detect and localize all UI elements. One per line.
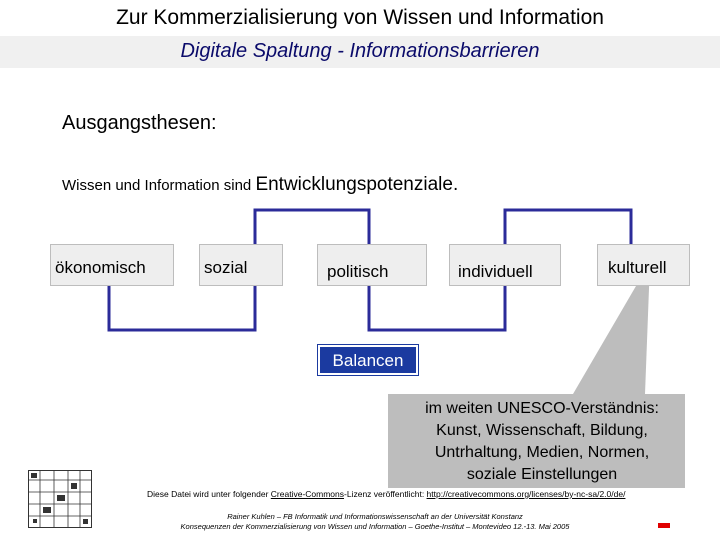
dimension-box-politisch: politisch bbox=[317, 244, 427, 286]
dimension-box-sozial: sozial bbox=[199, 244, 283, 286]
bottom-bracket-left bbox=[109, 286, 255, 330]
statement-prefix: Wissen und Information sind bbox=[62, 177, 256, 194]
top-bracket-left bbox=[255, 210, 369, 244]
callout-line: im weiten UNESCO-Verständnis: bbox=[425, 400, 659, 417]
callout-line: soziale Einstellungen bbox=[466, 466, 618, 483]
statement-suffix: . bbox=[452, 174, 459, 195]
dimension-box-kulturell: kulturell bbox=[597, 244, 690, 286]
slide-subtitle: Digitale Spaltung - Informationsbarrieren bbox=[180, 40, 540, 62]
event-line: Konsequenzen der Kommerzialisierung von Wissen und Information – Goethe-Institut – Montevideo 12.-13. Mai 2005 bbox=[180, 522, 570, 531]
callout-line: Kunst, Wissenschaft, Bildung, bbox=[436, 422, 648, 439]
author-line: Rainer Kuhlen – FB Informatik und Informationswissenschaft an der Universität Konstanz bbox=[227, 512, 523, 521]
unesco-callout-text bbox=[404, 398, 680, 486]
dimension-box-individuell: individuell bbox=[449, 244, 561, 286]
dimension-box-oekonomisch: ökonomisch bbox=[50, 244, 174, 286]
license-prefix: Diese Datei wird unter folgender bbox=[147, 489, 271, 499]
university-logo-icon bbox=[28, 470, 92, 528]
heading-colon: : bbox=[211, 112, 217, 134]
license-middle: -Lizenz veröffentlicht: bbox=[344, 489, 427, 499]
balance-label: Balancen bbox=[318, 345, 418, 375]
license-link[interactable]: Creative-Commons bbox=[270, 489, 345, 499]
heading-text: Ausgangsthesen bbox=[62, 112, 212, 134]
license-note bbox=[147, 489, 625, 500]
statement-emphasis: Entwicklungspotenziale bbox=[255, 174, 453, 195]
bottom-bracket-right bbox=[369, 286, 505, 330]
license-url[interactable]: http://creativecommons.org/licenses/by-nc-sa/2.0/de/ bbox=[426, 489, 626, 499]
slide-title: Zur Kommerzialisierung von Wissen und Information bbox=[116, 6, 604, 29]
red-marker bbox=[658, 523, 670, 528]
callout-line: Untrhaltung, Medien, Normen, bbox=[434, 444, 650, 461]
top-bracket-right bbox=[505, 210, 631, 244]
